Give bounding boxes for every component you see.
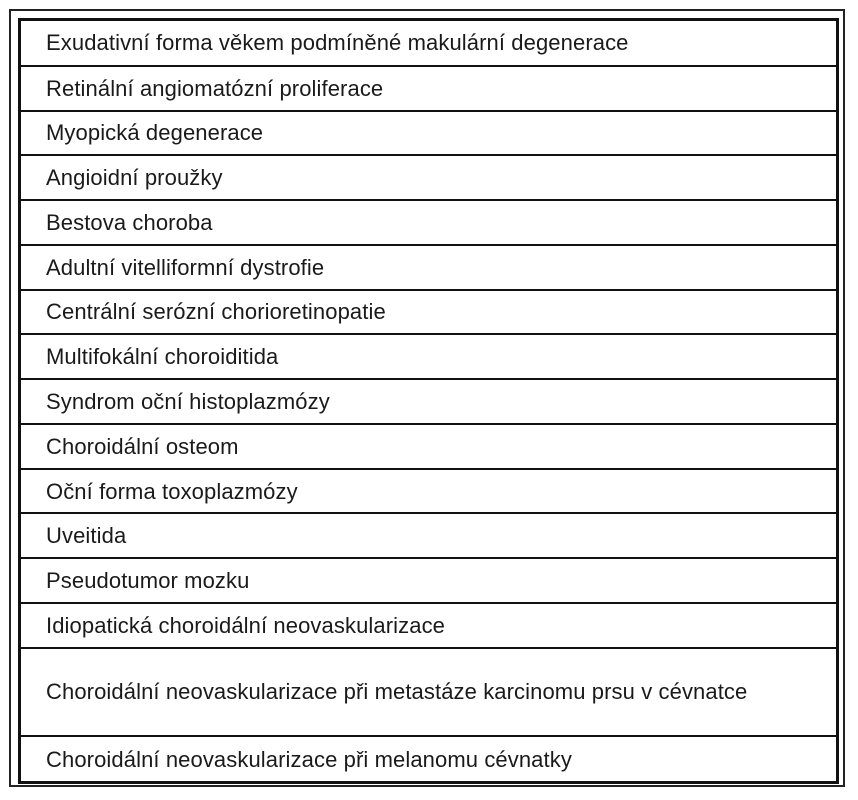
table-row (21, 469, 836, 514)
table-frame (18, 18, 839, 784)
table-cell: Centrální serózní chorioretinopatie (21, 290, 836, 335)
table-row (21, 66, 836, 111)
table-row (21, 155, 836, 200)
table-cell: Exudativní forma věkem podmíněné makulární degenerace (21, 21, 836, 66)
table-row (21, 603, 836, 648)
conditions-table (21, 21, 836, 781)
table-row (21, 736, 836, 781)
table-cell: Retinální angiomatózní proliferace (21, 66, 836, 111)
table-row (21, 379, 836, 424)
table-cell: Myopická degenerace (21, 111, 836, 156)
table-row (21, 648, 836, 736)
table-row (21, 334, 836, 379)
table-row (21, 290, 836, 335)
table-row (21, 513, 836, 558)
table-row (21, 245, 836, 290)
table-cell: Idiopatická choroidální neovaskularizace (21, 603, 836, 648)
table-cell: Uveitida (21, 513, 836, 558)
table-row (21, 558, 836, 603)
table-row (21, 21, 836, 66)
table-cell: Adultní vitelliformní dystrofie (21, 245, 836, 290)
table-cell: Bestova choroba (21, 200, 836, 245)
table-cell: Choroidální neovaskularizace při melanomu cévnatky (46, 746, 572, 772)
table-row (21, 424, 836, 469)
table-cell: Pseudotumor mozku (21, 558, 836, 603)
table-cell: Oční forma toxoplazmózy (21, 469, 836, 514)
table-cell: Multifokální choroiditida (21, 334, 836, 379)
table-row (21, 111, 836, 156)
table-cell: Choroidální neovaskularizace při metastáze karcinomu prsu v cévnatce (21, 648, 836, 736)
table-row (21, 200, 836, 245)
table-cell: Choroidální osteom (21, 424, 836, 469)
table-cell: Angioidní proužky (21, 155, 836, 200)
table-cell: Syndrom oční histoplazmózy (21, 379, 836, 424)
